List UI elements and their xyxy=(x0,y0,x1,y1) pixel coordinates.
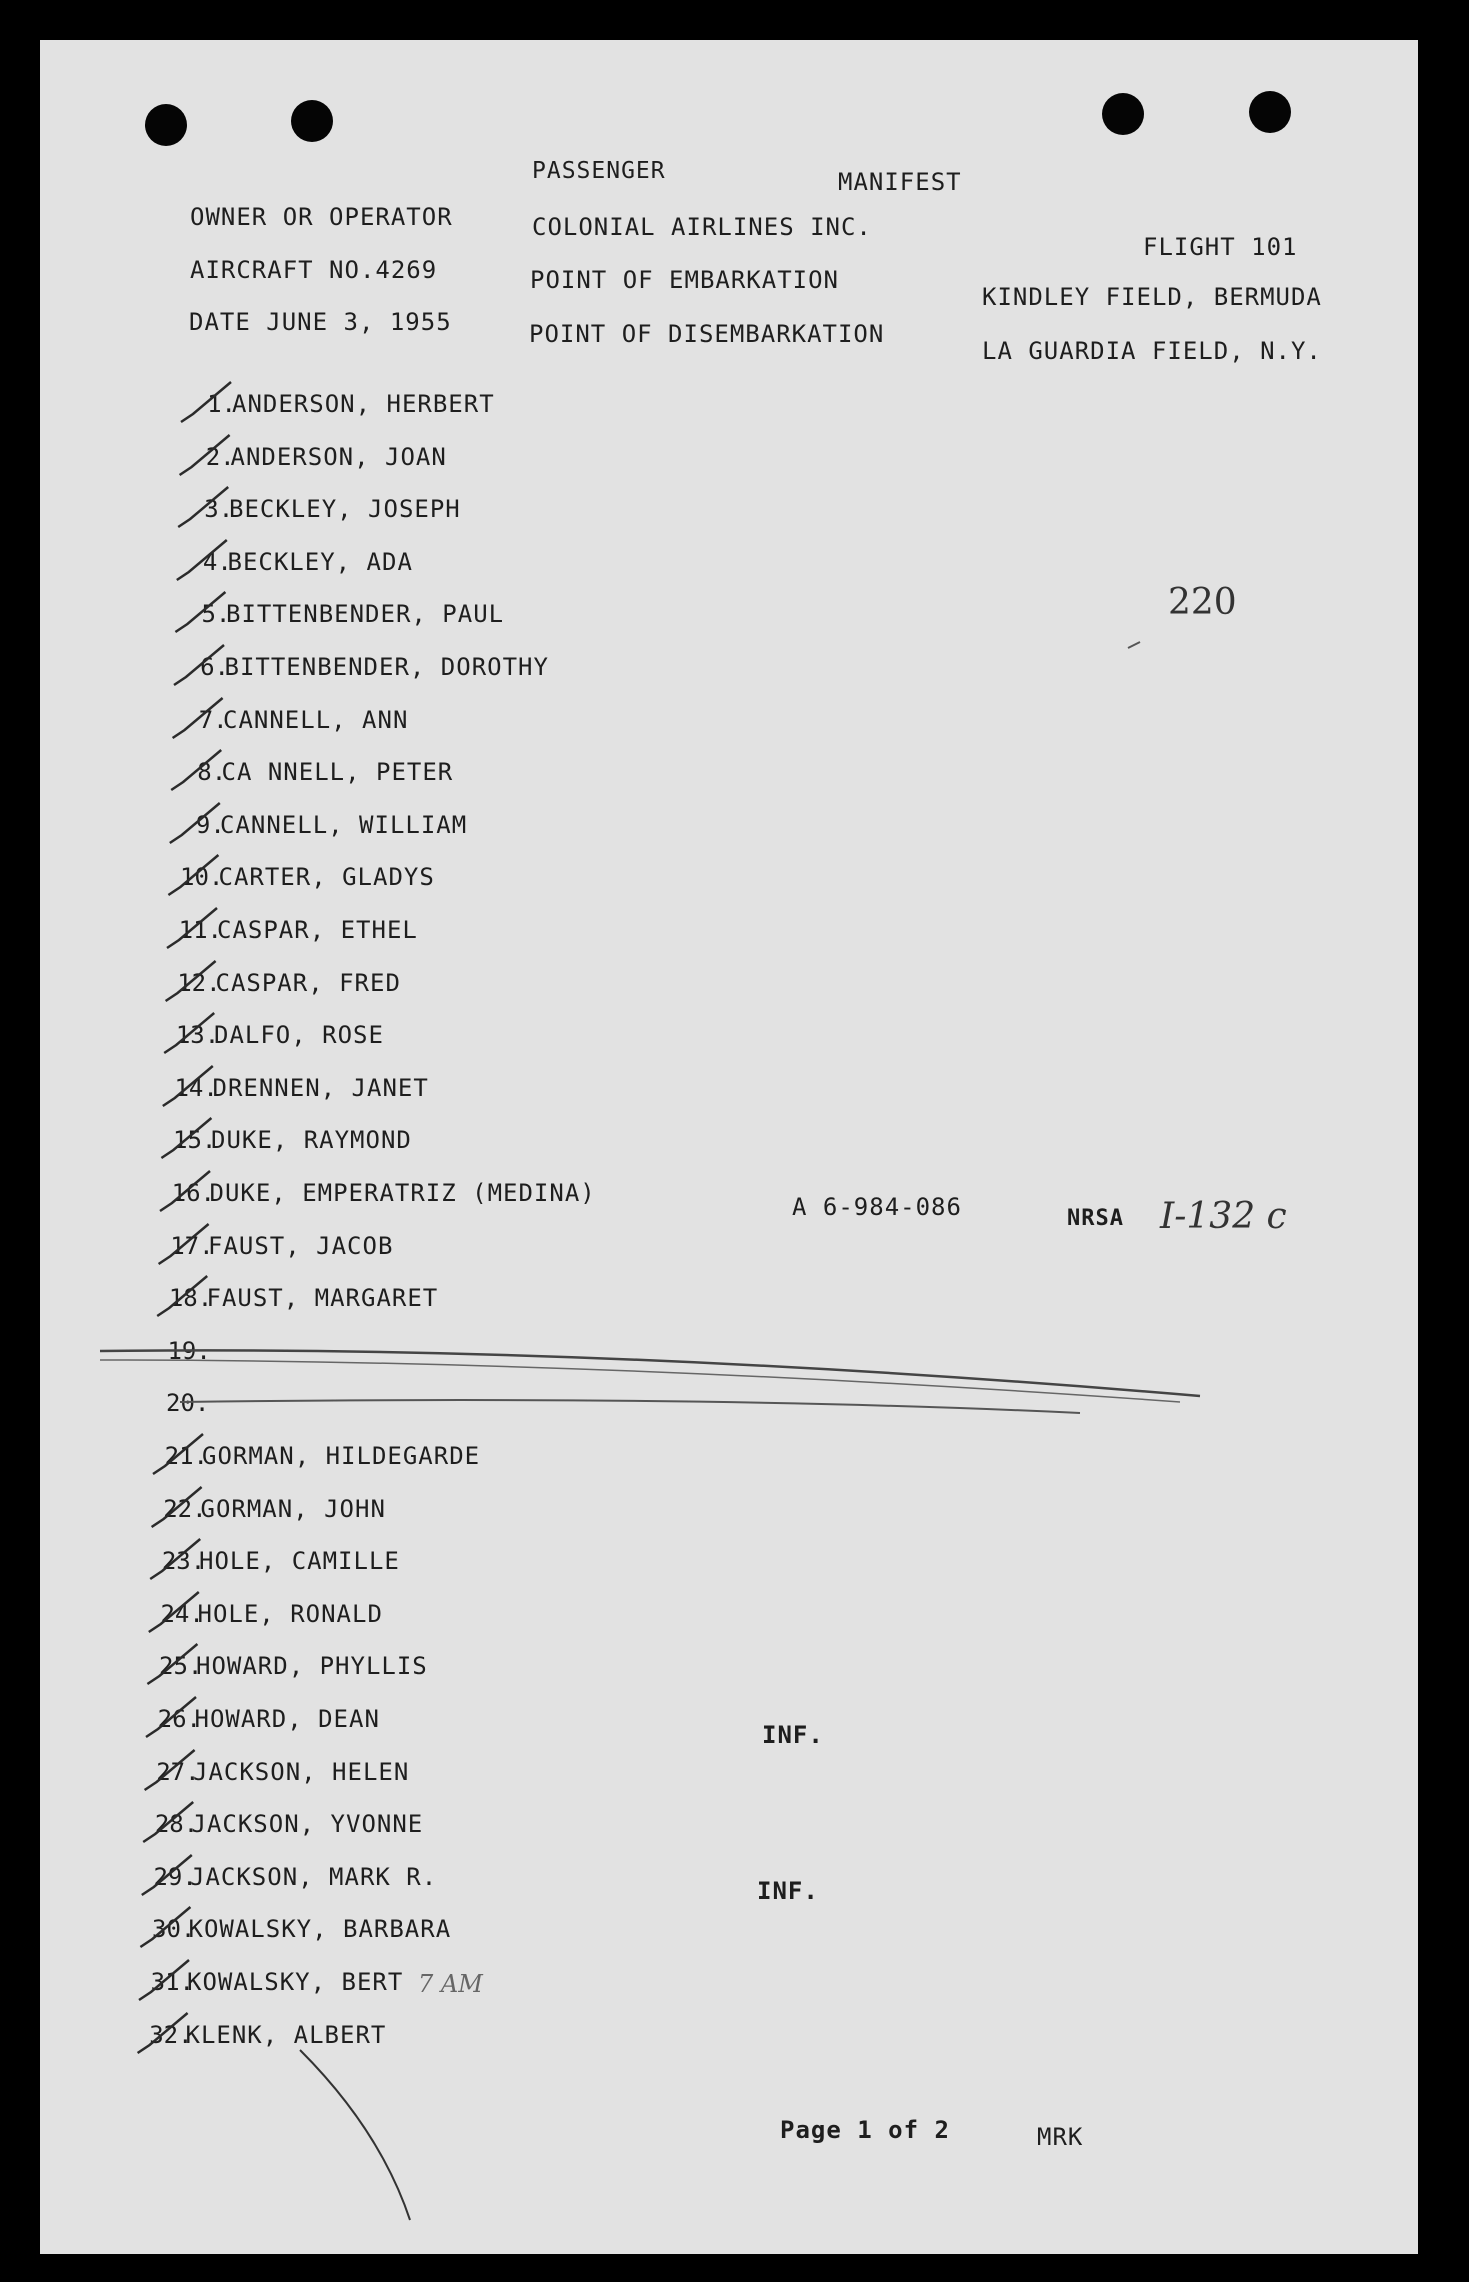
passenger-row xyxy=(0,548,800,584)
passenger-number: 25. xyxy=(159,1652,203,1680)
flight-number: FLIGHT 101 xyxy=(1143,233,1298,261)
passenger-name: DALFO, ROSE xyxy=(214,1021,384,1049)
passenger-row xyxy=(0,1021,800,1057)
manifest-title-manifest: MANIFEST xyxy=(838,168,962,196)
embarkation-value: KINDLEY FIELD, BERMUDA xyxy=(982,283,1322,311)
passenger-row xyxy=(0,916,800,952)
passenger-number: 29. xyxy=(153,1863,197,1891)
passenger-number: 7. xyxy=(198,706,228,734)
passenger-name: BECKLEY, ADA xyxy=(227,548,413,576)
passenger-number: 12. xyxy=(177,969,221,997)
passenger-number: 23. xyxy=(161,1547,206,1575)
passenger-name: KLENK, ALBERT xyxy=(185,2021,387,2049)
passenger-name: JACKSON, MARK R. xyxy=(190,1863,438,1891)
passenger-name: CASPAR, ETHEL xyxy=(217,916,418,944)
passenger-number: 20. xyxy=(166,1389,210,1417)
passenger-row xyxy=(0,863,800,899)
disembarkation-label: POINT OF DISEMBARKATION xyxy=(529,320,885,348)
passenger-row xyxy=(0,1495,800,1531)
passenger-name: DUKE, RAYMOND xyxy=(211,1126,412,1154)
passenger-row xyxy=(0,1126,800,1162)
passenger-row xyxy=(0,653,800,689)
passenger-row xyxy=(0,1074,800,1110)
passenger-name: FAUST, MARGARET xyxy=(206,1284,439,1312)
passenger-row xyxy=(0,2021,800,2057)
passenger-row xyxy=(0,1389,800,1425)
passenger-number: 13. xyxy=(175,1021,220,1049)
passenger-row xyxy=(0,1810,800,1846)
passenger-number: 10. xyxy=(180,863,224,891)
punch-hole xyxy=(291,100,333,142)
passenger-number: 15. xyxy=(173,1126,217,1154)
passenger-number: 14. xyxy=(174,1074,218,1102)
flight-date: DATE JUNE 3, 1955 xyxy=(189,308,452,336)
owner-label: OWNER OR OPERATOR xyxy=(190,203,453,231)
passenger-row xyxy=(0,1705,800,1741)
passenger-name: BITTENBENDER, DOROTHY xyxy=(224,653,549,681)
handwritten-code: I-132 c xyxy=(1160,1196,1287,1237)
passenger-name: ANDERSON, JOAN xyxy=(230,443,447,471)
passenger-row xyxy=(0,1232,800,1268)
embarkation-label: POINT OF EMBARKATION xyxy=(530,266,839,294)
passenger-name: GORMAN, JOHN xyxy=(200,1495,386,1523)
passenger-name: DRENNEN, JANET xyxy=(212,1074,429,1102)
passenger-row xyxy=(0,1600,800,1636)
passenger-number: 2. xyxy=(205,443,235,471)
alien-registration-number: A 6-984-086 xyxy=(792,1193,962,1221)
passenger-number: 31. xyxy=(150,1968,194,1996)
passenger-name: GORMAN, HILDEGARDE xyxy=(202,1442,481,1470)
passenger-row xyxy=(0,1337,800,1373)
manifest-title-passenger: PASSENGER xyxy=(532,158,666,184)
passenger-row xyxy=(0,1284,800,1320)
passenger-row xyxy=(0,811,800,847)
passenger-number: 8. xyxy=(197,758,227,786)
infant-marker: INF. xyxy=(757,1877,819,1905)
passenger-row xyxy=(0,1915,800,1951)
passenger-name: KOWALSKY, BERT xyxy=(187,1968,404,1996)
passenger-number: 22. xyxy=(163,1495,207,1523)
passenger-name: DUKE, EMPERATRIZ (MEDINA) xyxy=(209,1179,596,1207)
passenger-name: CARTER, GLADYS xyxy=(218,863,435,891)
passenger-row xyxy=(0,600,800,636)
punch-hole xyxy=(145,104,187,146)
nrsa-stamp: NRSA xyxy=(1067,1206,1124,1231)
passenger-number: 5. xyxy=(201,600,231,628)
passenger-number: 28. xyxy=(154,1810,199,1838)
passenger-name: HOLE, RONALD xyxy=(197,1600,383,1628)
handwritten-note: 7 AM xyxy=(418,1970,483,1998)
passenger-name: BITTENBENDER, PAUL xyxy=(226,600,505,628)
passenger-row xyxy=(0,1968,800,2004)
aircraft-number: AIRCRAFT NO.4269 xyxy=(190,256,438,284)
page-indicator: Page 1 of 2 xyxy=(780,2116,950,2144)
passenger-number: 26. xyxy=(157,1705,201,1733)
disembarkation-value: LA GUARDIA FIELD, N.Y. xyxy=(982,337,1322,365)
passenger-name: FAUST, JACOB xyxy=(208,1232,394,1260)
passenger-name: CANNELL, ANN xyxy=(223,706,409,734)
passenger-number: 30. xyxy=(152,1915,196,1943)
passenger-name: KOWALSKY, BARBARA xyxy=(188,1915,452,1943)
passenger-row xyxy=(0,390,800,426)
passenger-number: 3. xyxy=(204,495,234,523)
passenger-name: CA NNELL, PETER xyxy=(221,758,454,786)
passenger-name: HOWARD, DEAN xyxy=(194,1705,380,1733)
punch-hole xyxy=(1249,91,1291,133)
margin-number: 220 xyxy=(1168,582,1237,623)
passenger-number: 6. xyxy=(200,653,229,681)
passenger-row xyxy=(0,969,800,1005)
passenger-number: 17. xyxy=(170,1232,214,1260)
passenger-name: JACKSON, HELEN xyxy=(193,1758,410,1786)
passenger-name: HOLE, CAMILLE xyxy=(199,1547,400,1575)
passenger-row xyxy=(0,758,800,794)
passenger-name: CASPAR, FRED xyxy=(215,969,401,997)
passenger-number: 16. xyxy=(171,1179,215,1207)
passenger-number: 21. xyxy=(164,1442,208,1470)
passenger-name: JACKSON, YVONNE xyxy=(191,1810,424,1838)
passenger-number: 27. xyxy=(156,1758,200,1786)
passenger-number: 11. xyxy=(178,916,222,944)
passenger-number: 9. xyxy=(195,811,225,839)
passenger-row xyxy=(0,1547,800,1583)
passenger-row xyxy=(0,1758,800,1794)
passenger-name: HOWARD, PHYLLIS xyxy=(196,1652,428,1680)
passenger-number: 32. xyxy=(149,2021,193,2049)
passenger-row xyxy=(0,1442,800,1478)
punch-hole xyxy=(1102,93,1144,135)
passenger-row xyxy=(0,443,800,479)
passenger-number: 4. xyxy=(202,548,232,576)
passenger-row xyxy=(0,1652,800,1688)
passenger-number: 19. xyxy=(167,1337,211,1365)
passenger-row xyxy=(0,1179,800,1215)
clerk-initials: MRK xyxy=(1037,2123,1084,2151)
owner-value: COLONIAL AIRLINES INC. xyxy=(532,213,872,241)
passenger-number: 1. xyxy=(207,390,236,418)
passenger-row xyxy=(0,1863,800,1899)
passenger-number: 18. xyxy=(168,1284,213,1312)
passenger-row xyxy=(0,495,800,531)
passenger-row xyxy=(0,706,800,742)
infant-marker: INF. xyxy=(762,1721,824,1749)
passenger-name: ANDERSON, HERBERT xyxy=(232,390,495,418)
passenger-number: 24. xyxy=(160,1600,204,1628)
passenger-name: BECKLEY, JOSEPH xyxy=(229,495,461,523)
passenger-name: CANNELL, WILLIAM xyxy=(220,811,468,839)
